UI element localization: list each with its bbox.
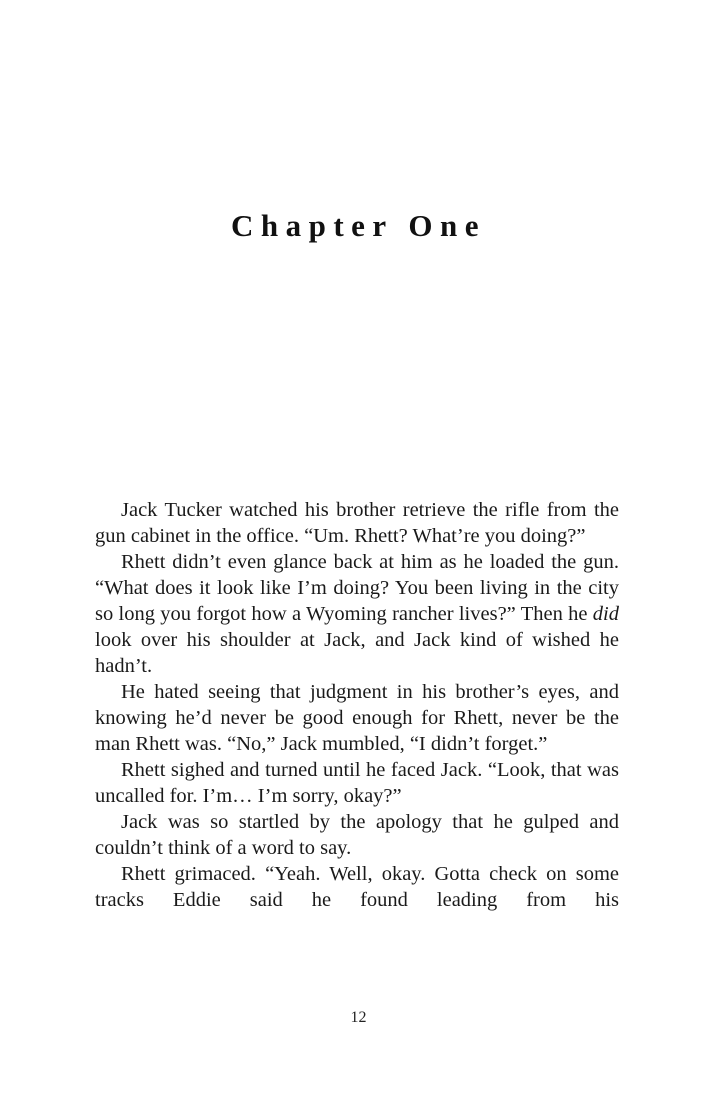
paragraph-2-text-b: look over his shoulder at Jack, and Jack kind of wished he hadn’t. <box>95 629 619 677</box>
paragraph-1: Jack Tucker watched his brother retrieve the rifle from the gun cabinet in the office. “Um. Rhett? What’re you doing?” <box>95 499 619 547</box>
page-number: 12 <box>350 1009 367 1026</box>
paragraph-2-text-a: Rhett didn’t even glance back at him as he loaded the gun. “What does it look like I’m doing? You been living in the city so long you forgot how a Wyoming rancher lives?” Then he <box>95 551 619 625</box>
paragraph-3: He hated seeing that judgment in his brother’s eyes, and knowing he’d never be good enough for Rhett, never be the man Rhett was. “No,” Jack mumbled, “I didn’t forget.” <box>95 681 619 755</box>
paragraph-2 <box>95 549 619 679</box>
chapter-body <box>95 497 619 913</box>
paragraph-6: Rhett grimaced. “Yeah. Well, okay. Gotta check on some tracks Eddie said he found leading from his <box>95 863 619 911</box>
paragraph-4: Rhett sighed and turned until he faced Jack. “Look, that was uncalled for. I’m… I’m sorry, okay?” <box>95 759 619 807</box>
paragraph-2-italic: did <box>592 603 619 625</box>
paragraph-5: Jack was so startled by the apology that he gulped and couldn’t think of a word to say. <box>95 811 619 859</box>
chapter-title: Chapter One <box>230 208 486 243</box>
